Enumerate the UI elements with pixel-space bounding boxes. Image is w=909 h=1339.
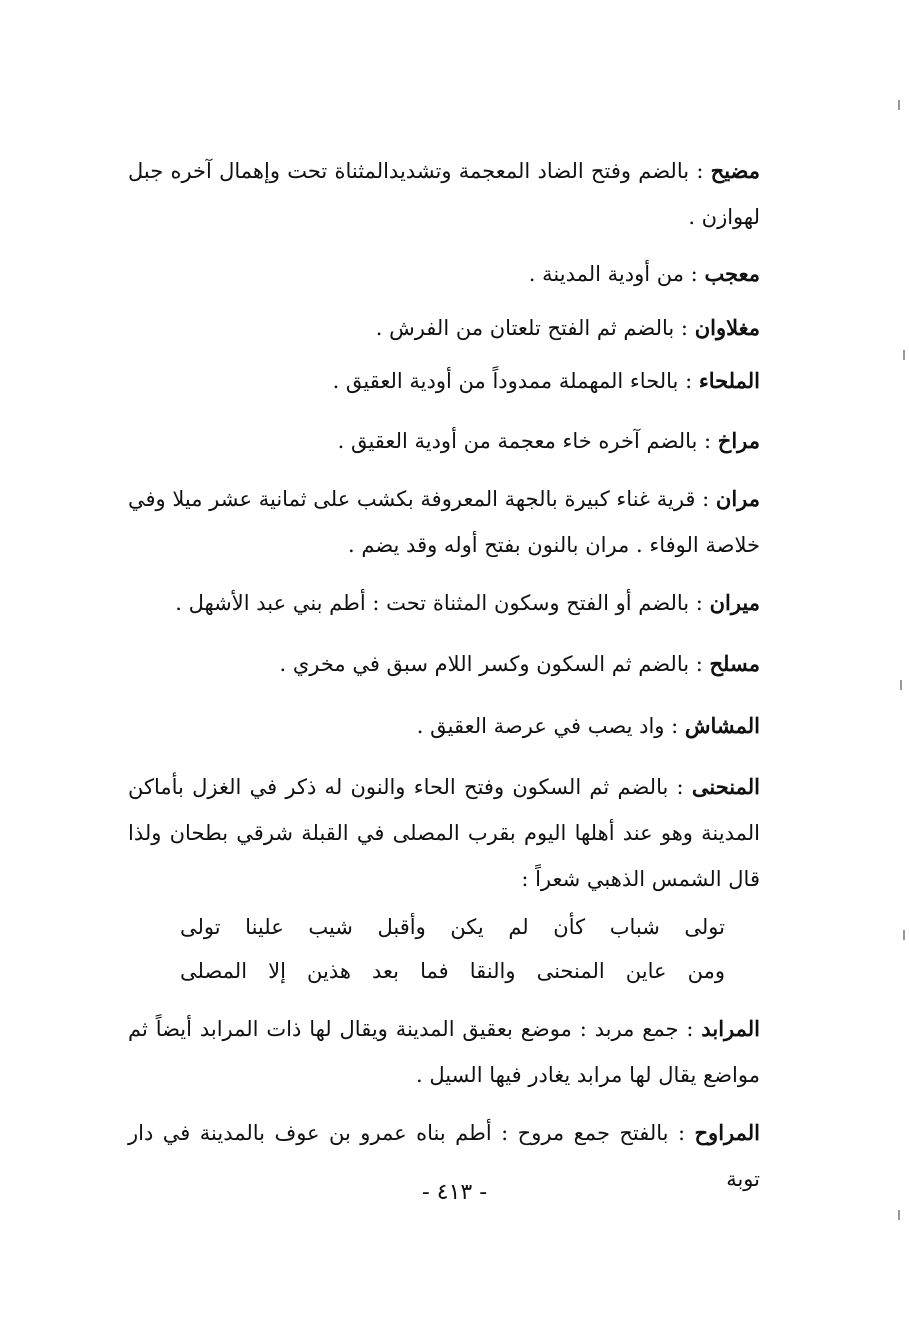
entry-headword: الملحاء bbox=[698, 368, 760, 393]
entry-headword: مغلاوان bbox=[694, 315, 760, 340]
entry-definition: : بالضم آخره خاء معجمة من أودية العقيق . bbox=[337, 429, 718, 453]
entry-definition: : بالفتح جمع مروح : أطم بناه عمرو بن عوف بالمدينة في دار توبة bbox=[128, 1121, 760, 1191]
entry-headword: مسلح bbox=[709, 651, 760, 676]
entry-muslih bbox=[128, 641, 760, 687]
entry-headword: المشاش bbox=[684, 713, 760, 738]
entry-muajjab bbox=[128, 251, 760, 297]
entry-murran bbox=[128, 476, 760, 568]
entry-definition: : بالضم أو الفتح وسكون المثناة تحت : أطم بني عبد الأشهل . bbox=[175, 591, 710, 615]
entry-definition: : بالحاء المهملة ممدوداً من أودية العقيق . bbox=[332, 369, 699, 393]
entry-mudayyih bbox=[128, 148, 760, 240]
entry-definition: : قرية غناء كبيرة بالجهة المعروفة بكشب على ثمانية عشر ميلا وفي خلاصة الوفاء . مران بالنون بفتح أوله وقد يضم . bbox=[128, 487, 760, 557]
entry-definition: : بالضم ثم السكون وفتح الحاء والنون له ذكر في الغزل بأماكن المدينة وهو عند أهلها اليوم بقرب المصلى في القبلة شرقي بطحان ولذا قال الشمس الذهبي شعراً : bbox=[128, 775, 760, 891]
entry-mayran bbox=[128, 580, 760, 626]
entry-definition: : من أودية المدينة . bbox=[528, 262, 705, 286]
entry-definition: : بالضم ثم السكون وكسر اللام سبق في مخري . bbox=[279, 652, 710, 676]
scan-mark bbox=[900, 680, 902, 690]
page-number: - ٤١٣ - bbox=[421, 1180, 488, 1205]
poem-verses bbox=[180, 905, 725, 993]
entry-mulha bbox=[128, 358, 760, 404]
entry-murakh bbox=[128, 418, 760, 464]
entry-headword: المراوح bbox=[694, 1120, 760, 1145]
entry-mushash bbox=[128, 703, 760, 749]
entry-headword: مضيح bbox=[710, 158, 760, 183]
poem-line: ومن عاين المنحنى والنقا فما بعد هذين إلا المصلى bbox=[180, 959, 725, 983]
entry-headword: مران bbox=[715, 486, 760, 511]
entry-headword: مراخ bbox=[717, 428, 760, 453]
entry-headword: معجب bbox=[704, 261, 760, 286]
entry-headword: ميران bbox=[709, 590, 760, 615]
scan-mark bbox=[903, 350, 905, 360]
entry-definition: : واد يصب في عرصة العقيق . bbox=[416, 714, 685, 738]
scan-mark bbox=[898, 1210, 900, 1220]
entry-mughlawan bbox=[128, 305, 760, 351]
entry-definition: : بالضم ثم الفتح تلعتان من الفرش . bbox=[375, 316, 695, 340]
entry-headword: المنحنى bbox=[691, 774, 760, 799]
entry-definition: : بالضم وفتح الضاد المعجمة وتشديدالمثناة تحت وإهمال آخره جبل لهوازن . bbox=[128, 159, 760, 229]
entry-munhana bbox=[128, 764, 760, 902]
entry-definition: : جمع مربد : موضع بعقيق المدينة ويقال لها ذات المرابد أيضاً ثم مواضع يقال لها مرابد يغادر فيها السيل . bbox=[128, 1017, 760, 1087]
entry-marabid bbox=[128, 1006, 760, 1098]
scan-mark bbox=[903, 930, 905, 940]
entry-headword: المرابد bbox=[701, 1016, 760, 1041]
poem-line: تولى شباب كأن لم يكن وأقبل شيب علينا تولى bbox=[180, 915, 725, 939]
scan-mark bbox=[898, 100, 900, 110]
